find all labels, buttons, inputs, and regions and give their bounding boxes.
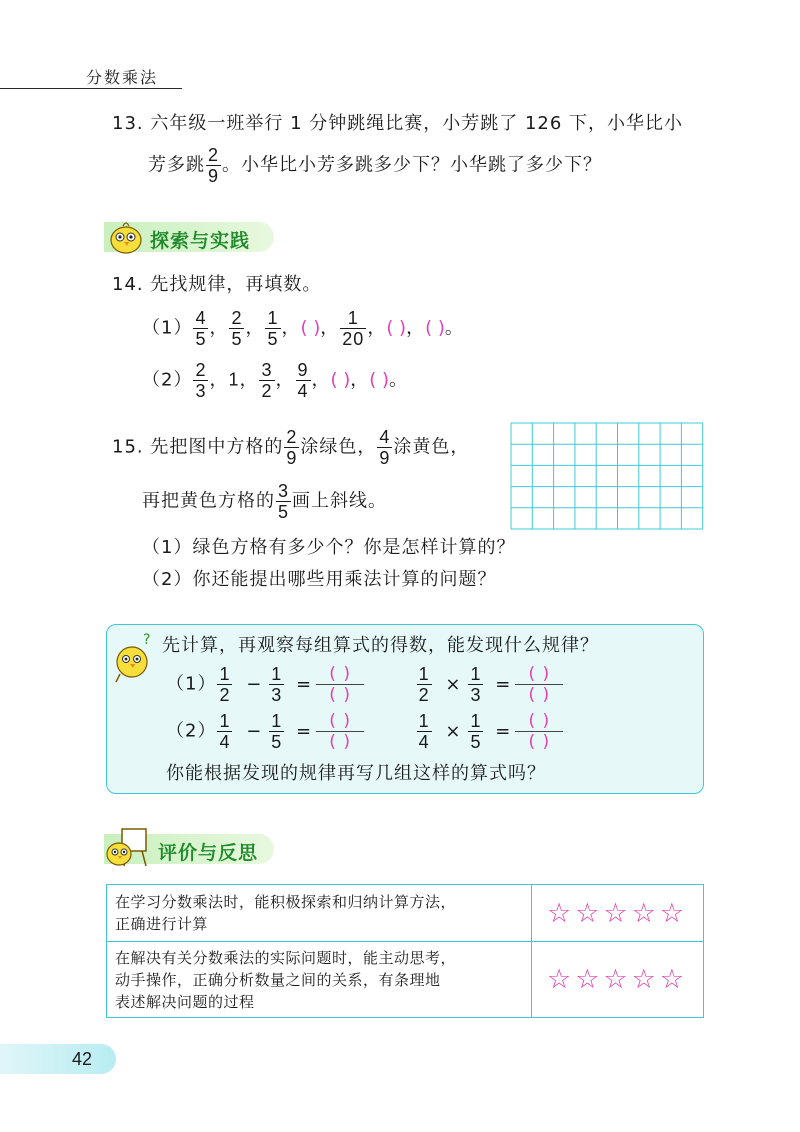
q13-text-post: 。小华比小芳多跳多少下？小华跳了多少下？ xyxy=(222,154,603,176)
q13-line1: 13. 六年级一班举行 1 分钟跳绳比赛，小芳跳了 126 下，小华比小 xyxy=(112,113,684,134)
fraction: $\frac{2}{3}$ xyxy=(195,360,207,401)
q15-line1: 15. 先把图中方格的 $\frac{2}{9}$ 涂绿色， $\frac{4}{9}$ 涂黄色， xyxy=(112,427,470,468)
fraction: $\frac{1}{2}$ xyxy=(219,664,231,705)
fraction: $\frac{2}{9}$ xyxy=(286,427,298,468)
table-row xyxy=(107,942,704,1018)
answer-blank[interactable]: ( ) xyxy=(386,317,407,339)
answer-blank[interactable]: ( ) xyxy=(369,369,390,391)
fraction: $\frac{4}{5}$ xyxy=(195,308,207,349)
q15-sub1: （1）绿色方格有多少个？你是怎样计算的？ xyxy=(142,537,516,558)
chick-easel-icon xyxy=(104,826,150,868)
answer-blank[interactable]: ( ) xyxy=(330,369,351,391)
number-one: 1 xyxy=(228,369,240,390)
fraction: $\frac{2}{5}$ xyxy=(231,308,243,349)
fraction: $\frac{1}{4}$ xyxy=(418,711,430,752)
fraction: $\frac{9}{4}$ xyxy=(297,360,309,401)
square-grid[interactable] xyxy=(510,422,704,530)
page-header-title: 分数乘法 xyxy=(86,68,159,87)
evaluation-table xyxy=(106,884,704,1018)
fraction: $\frac{2}{9}$ xyxy=(208,145,220,186)
thinking-chick-icon xyxy=(110,632,156,684)
page-number: 42 xyxy=(72,1049,93,1069)
answer-fraction-blank[interactable]: ( ) ( ) xyxy=(515,711,563,752)
fraction: $\frac{1}{3}$ xyxy=(470,664,482,705)
svg-text:?: ? xyxy=(143,632,151,648)
fraction: $\frac{1}{5}$ xyxy=(267,308,279,349)
fraction: $\frac{3}{5}$ xyxy=(278,481,290,522)
star-rating[interactable]: ☆☆☆☆☆ xyxy=(532,885,704,942)
box-footer: 你能根据发现的规律再写几组这样的算式吗？ xyxy=(166,763,546,784)
table-row xyxy=(107,885,704,942)
section-eval-title: 评价与反思 xyxy=(158,842,259,864)
criteria-cell: 在学习分数乘法时，能积极探索和归纳计算方法， 正确进行计算 xyxy=(107,885,532,942)
row-label: （1） xyxy=(142,317,193,339)
fraction: $\frac{1}{5}$ xyxy=(470,711,482,752)
page-number-tab xyxy=(0,1044,116,1074)
q14-row2: （2） $\frac{2}{3}$ ，1， $\frac{3}{2}$ ， $\frac{9}{4}$ ，( )，( )。 xyxy=(142,360,409,401)
answer-fraction-blank[interactable]: ( ) ( ) xyxy=(316,711,364,752)
q14-title: 14. 先找规律，再填数。 xyxy=(112,274,322,295)
fraction: $\frac{1}{2}$ xyxy=(418,664,430,705)
star-rating[interactable]: ☆☆☆☆☆ xyxy=(532,942,704,1018)
answer-fraction-blank[interactable]: ( ) ( ) xyxy=(515,664,563,705)
section-explore-title: 探索与实践 xyxy=(150,230,251,252)
grid-lines xyxy=(511,423,703,529)
fraction: $\frac{1}{5}$ xyxy=(271,711,283,752)
fraction: $\frac{1}{20}$ xyxy=(342,308,365,349)
answer-blank[interactable]: ( ) xyxy=(425,317,445,339)
q13-text-pre: 芳多跳 xyxy=(148,154,205,176)
box-row1: （1） $\frac{1}{2}$ − $\frac{1}{3}$ = ( ) ( ) $\frac{1}{2}$ × $\frac{1}{3}$ = ( ) ( ) xyxy=(166,664,563,705)
fraction: $\frac{3}{2}$ xyxy=(261,360,273,401)
row-label: （2） xyxy=(142,369,193,391)
chick-mascot-icon xyxy=(106,218,146,254)
answer-fraction-blank[interactable]: ( ) ( ) xyxy=(316,664,364,705)
q15-sub2: （2）你还能提出哪些用乘法计算的问题？ xyxy=(142,569,497,590)
fraction: $\frac{1}{3}$ xyxy=(271,664,283,705)
q13-line2 xyxy=(148,145,602,186)
q14-row1: （1） $\frac{4}{5}$ ， $\frac{2}{5}$ ， $\frac{1}{5}$ ，( )， $\frac{1}{20}$ ，( )，( )。 xyxy=(142,308,464,349)
answer-blank[interactable]: ( ) xyxy=(300,317,321,339)
q15-line2: 再把黄色方格的 $\frac{3}{5}$ 画上斜线。 xyxy=(142,481,388,522)
box-row2: （2） $\frac{1}{4}$ − $\frac{1}{5}$ = ( ) ( ) $\frac{1}{4}$ × $\frac{1}{5}$ = ( ) ( ) xyxy=(166,711,563,752)
fraction: $\frac{1}{4}$ xyxy=(219,711,231,752)
fraction: $\frac{4}{9}$ xyxy=(379,427,391,468)
criteria-cell: 在解决有关分数乘法的实际问题时，能主动思考， 动手操作，正确分析数量之间的关系，有条理地 表述解决问题的过程 xyxy=(107,942,532,1018)
box-prompt: 先计算，再观察每组算式的得数，能发现什么规律？ xyxy=(162,635,599,656)
